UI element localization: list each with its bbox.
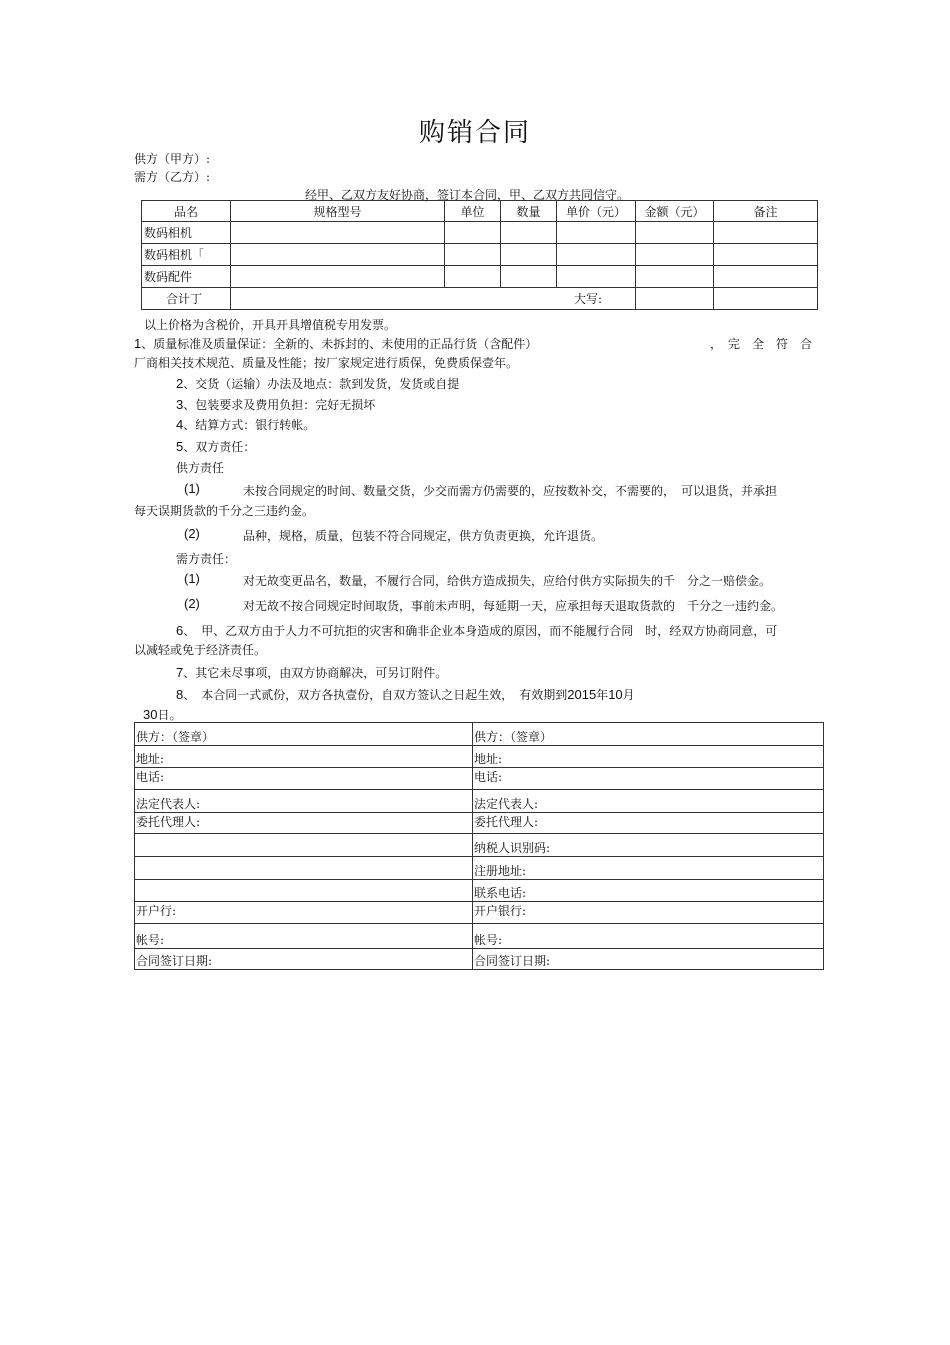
buyer-duty-1-number: (1): [184, 571, 200, 586]
signature-row: [135, 746, 824, 768]
page-title: 购销合同: [418, 118, 531, 148]
price-cell[interactable]: [557, 222, 636, 244]
remark-cell[interactable]: [714, 266, 818, 288]
supplier-duty-1-text: 未按合同规定的时间、数量交货，少交而需方仍需要的，应按数补交，不需要的， 可以退货，并承担: [243, 484, 778, 498]
right-account-cell[interactable]: 帐号:: [473, 924, 824, 949]
clause-7: [176, 664, 447, 681]
left-account-cell[interactable]: 帐号:: [135, 924, 473, 949]
right-bank-cell[interactable]: 开户银行:: [473, 902, 824, 924]
clause-text: 、其它未尽事项，由双方协商解决，可另订附件。: [183, 666, 448, 680]
clause-number: 4: [176, 417, 184, 432]
clause-number: 8: [176, 687, 184, 702]
qty-cell[interactable]: [501, 244, 557, 266]
signature-row: [135, 924, 824, 949]
clause-text: 、结算方式：银行转帐。: [183, 418, 316, 432]
product-name-cell: 数码配件: [142, 266, 231, 288]
validity-day: 30: [143, 707, 158, 722]
signature-row: [135, 857, 824, 880]
amount-cell[interactable]: [636, 266, 714, 288]
spec-cell[interactable]: [231, 244, 445, 266]
signature-table: [134, 722, 824, 970]
signature-row: [135, 902, 824, 924]
right-legal-rep-cell[interactable]: 法定代表人:: [473, 790, 824, 813]
clause-number: 1: [134, 336, 142, 351]
clause-number: 3: [176, 397, 184, 412]
right-address-cell[interactable]: 地址:: [473, 746, 824, 768]
left-agent-cell[interactable]: 委托代理人:: [135, 813, 473, 834]
supplier-duty-heading: 供方责任: [176, 461, 225, 475]
signature-row: [135, 949, 824, 970]
clause-text: 、包装要求及费用负担：完好无损坏: [183, 398, 376, 412]
price-cell[interactable]: [557, 244, 636, 266]
clause-2: [176, 375, 459, 392]
price-cell[interactable]: [557, 266, 636, 288]
right-taxpayer-id-cell[interactable]: 纳税人识别码:: [473, 834, 824, 857]
clause-3: [176, 396, 375, 413]
unit-cell[interactable]: [445, 266, 501, 288]
header-cell: 单价（元）: [557, 201, 636, 222]
signature-row: [135, 790, 824, 813]
header-cell: 金额（元）: [636, 201, 714, 222]
intro-text: 经甲、乙双方友好协商，签订本合同，甲、乙双方共同信守。: [305, 188, 630, 202]
signature-row: [135, 723, 824, 746]
signature-row: [135, 813, 824, 834]
clause-number: 5: [176, 439, 184, 454]
day-unit: 日。: [157, 708, 182, 722]
clause-text: 、 甲、乙双方由于人力不可抗拒的灾害和确非企业本身造成的原因，而不能履行合同 时，经双方协商同意，可: [183, 624, 778, 638]
total-label: 合计丁: [142, 288, 231, 310]
left-legal-rep-cell[interactable]: 法定代表人:: [135, 790, 473, 813]
clause-6-line2: 以减轻或免于经济责任。: [134, 643, 267, 657]
clause-text: 、质量标准及质量保证：全新的、未拆封的、未使用的正品行货（含配件）: [141, 337, 538, 351]
clause-text: 、 本合同一式贰份，双方各执壹份，自双方签认之日起生效， 有效期到: [183, 688, 568, 702]
buyer-duty-2-number: (2): [184, 596, 200, 611]
validity-year: 2015: [567, 687, 597, 702]
month-unit: 月: [622, 688, 635, 702]
header-cell: 单位: [445, 201, 501, 222]
clause-1: [134, 335, 537, 352]
left-empty-cell[interactable]: [135, 834, 473, 857]
left-party-cell[interactable]: 供方：（签章）: [135, 723, 473, 746]
table-row: [142, 222, 818, 244]
capital-label: 大写:: [231, 288, 636, 310]
clause-4: [176, 416, 315, 433]
right-agent-cell[interactable]: 委托代理人:: [473, 813, 824, 834]
right-sign-date-cell[interactable]: 合同签订日期:: [473, 949, 824, 970]
total-amount-cell[interactable]: [636, 288, 714, 310]
buyer-duty-1-text: 对无故变更品名，数量，不履行合同，给供方造成损失，应给付供方实际损失的千 分之一赔偿金。: [243, 574, 772, 588]
header-cell: 备注: [714, 201, 818, 222]
clause-number: 6: [176, 623, 184, 638]
signature-row: [135, 880, 824, 902]
clause-number: 7: [176, 665, 184, 680]
left-phone-cell[interactable]: 电话:: [135, 768, 473, 790]
total-remark-cell[interactable]: [714, 288, 818, 310]
buyer-duty-2-text: 对无故不按合同规定时间取货，事前未声明，每延期一天，应承担每天退取货款的 千分之一违约金。: [243, 599, 784, 613]
supplier-duty-2-text: 品种，规格，质量，包装不符合同规定，供方负责更换，允许退货。: [243, 529, 604, 543]
goods-table: [141, 200, 818, 310]
supplier-duty-1-line2: 每天误期货款的千分之三违约金。: [134, 504, 315, 518]
product-name-cell: 数码相机「: [142, 244, 231, 266]
spec-cell[interactable]: [231, 222, 445, 244]
clause-8: [176, 686, 635, 703]
remark-cell[interactable]: [714, 222, 818, 244]
product-name-cell: 数码相机: [142, 222, 231, 244]
table-row: [142, 266, 818, 288]
signature-row: [135, 834, 824, 857]
right-reg-address-cell[interactable]: 注册地址:: [473, 857, 824, 880]
right-phone-cell[interactable]: 电话:: [473, 768, 824, 790]
amount-cell[interactable]: [636, 222, 714, 244]
header-cell: 品名: [142, 201, 231, 222]
unit-cell[interactable]: [445, 244, 501, 266]
unit-cell[interactable]: [445, 222, 501, 244]
left-address-cell[interactable]: 地址:: [135, 746, 473, 768]
right-party-cell[interactable]: 供方：（签章）: [473, 723, 824, 746]
header-cell: 数量: [501, 201, 557, 222]
goods-table-header: [142, 201, 818, 222]
clause-text: 、交货（运输）办法及地点：款到发货，发货或自提: [183, 377, 460, 391]
supplier-duty-1-number: (1): [184, 481, 200, 496]
signature-row: [135, 768, 824, 790]
spec-cell[interactable]: [231, 266, 445, 288]
clause-1-line2: 厂商相关技术规范、质量及性能；按厂家规定进行质保，免费质保壹年。: [134, 356, 519, 370]
supplier-duty-2-number: (2): [184, 526, 200, 541]
clause-6: [176, 622, 777, 639]
remark-cell[interactable]: [714, 244, 818, 266]
qty-cell[interactable]: [501, 222, 557, 244]
qty-cell[interactable]: [501, 266, 557, 288]
clause-text: 、双方责任：: [183, 440, 256, 454]
amount-cell[interactable]: [636, 244, 714, 266]
validity-month: 10: [608, 687, 623, 702]
left-sign-date-cell[interactable]: 合同签订日期:: [135, 949, 473, 970]
buyer-duty-heading: 需方责任：: [176, 552, 237, 566]
clause-8-line2: [143, 706, 181, 723]
left-empty-cell[interactable]: [135, 857, 473, 880]
tax-note: 以上价格为含税价，开具开具增值税专用发票。: [144, 318, 397, 332]
total-row: [142, 288, 818, 310]
year-unit: 年: [596, 688, 609, 702]
right-contact-phone-cell[interactable]: 联系电话:: [473, 880, 824, 902]
clause-number: 2: [176, 376, 184, 391]
clause-1-tail: ， 完 全 符 合: [710, 337, 813, 351]
left-empty-cell[interactable]: [135, 880, 473, 902]
buyer-label: 需方（乙方）:: [134, 170, 211, 184]
table-row: [142, 244, 818, 266]
left-bank-cell[interactable]: 开户行:: [135, 902, 473, 924]
supplier-label: 供方（甲方）:: [134, 152, 211, 166]
header-cell: 规格型号: [231, 201, 445, 222]
clause-5: [176, 438, 255, 455]
